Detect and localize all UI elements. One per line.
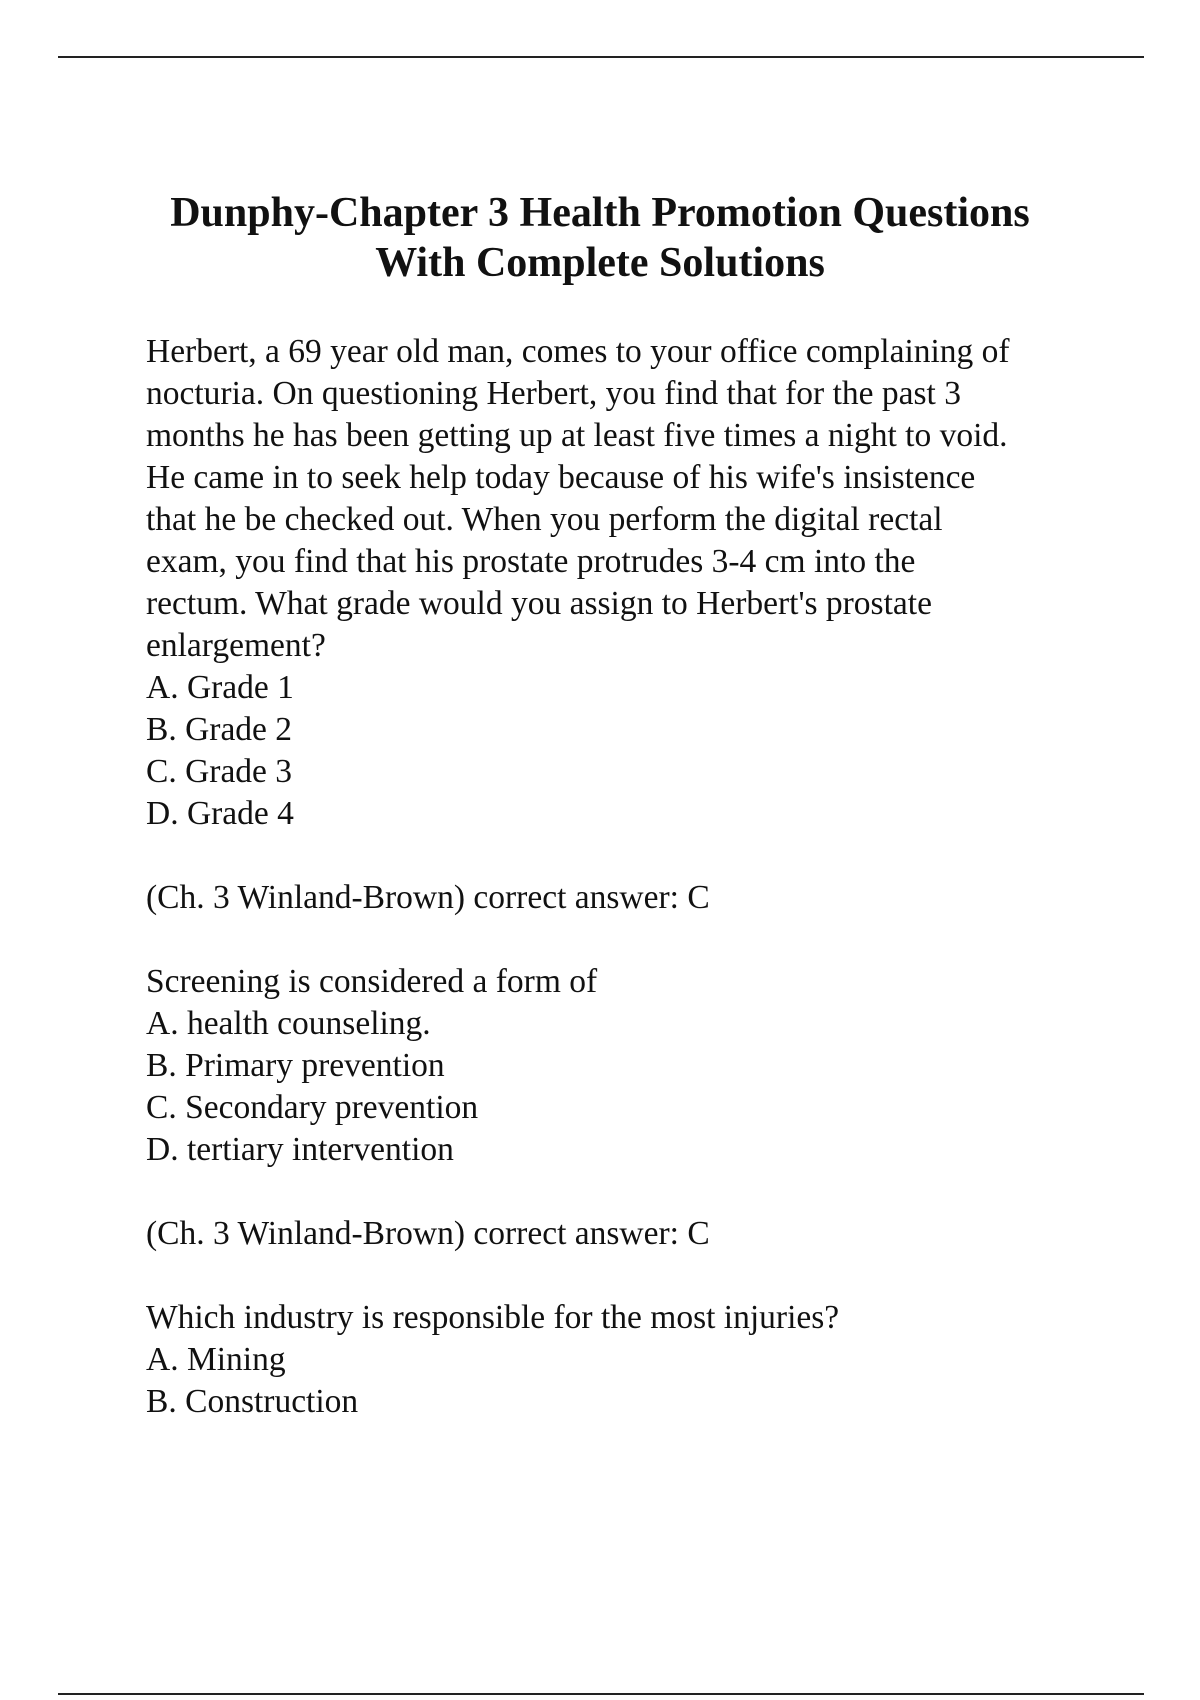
stem-line: He came in to seek help today because of his wife's insistence	[146, 459, 976, 496]
question-1-stem	[146, 331, 1096, 667]
stem-line: Which industry is responsible for the most injuries?	[146, 1299, 840, 1336]
question-3	[146, 1297, 1096, 1423]
bottom-rule	[58, 1693, 1144, 1695]
spacer	[146, 835, 1096, 877]
stem-line: exam, you find that his prostate protrudes 3-4 cm into the	[146, 543, 916, 580]
option-b: B. Grade 2	[146, 711, 293, 748]
title-line-2: With Complete Solutions	[375, 240, 825, 286]
stem-line: nocturia. On questioning Herbert, you find that for the past 3	[146, 375, 961, 412]
question-1	[146, 331, 1096, 919]
spacer	[146, 919, 1096, 961]
answer-line: (Ch. 3 Winland-Brown) correct answer: C	[146, 879, 710, 916]
option-a: A. Grade 1	[146, 669, 294, 706]
option-a: A. Mining	[146, 1341, 286, 1378]
stem-line: Herbert, a 69 year old man, comes to your office complaining of	[146, 333, 1010, 370]
spacer	[146, 1171, 1096, 1213]
document-title	[100, 188, 1100, 288]
option-b: B. Primary prevention	[146, 1047, 445, 1084]
top-rule	[58, 56, 1144, 58]
title-line-1: Dunphy-Chapter 3 Health Promotion Questions	[170, 190, 1030, 236]
question-2	[146, 961, 1096, 1255]
option-b: B. Construction	[146, 1383, 359, 1420]
stem-line: enlargement?	[146, 627, 326, 664]
answer-line: (Ch. 3 Winland-Brown) correct answer: C	[146, 1215, 710, 1252]
stem-line: rectum. What grade would you assign to Herbert's prostate	[146, 585, 932, 622]
option-a: A. health counseling.	[146, 1005, 431, 1042]
document-body	[146, 331, 1096, 1423]
option-d: D. Grade 4	[146, 795, 294, 832]
stem-line: that he be checked out. When you perform the digital rectal	[146, 501, 943, 538]
option-d: D. tertiary intervention	[146, 1131, 454, 1168]
stem-line: Screening is considered a form of	[146, 963, 598, 1000]
spacer	[146, 1255, 1096, 1297]
option-c: C. Grade 3	[146, 753, 293, 790]
stem-line: months he has been getting up at least five times a night to void.	[146, 417, 1008, 454]
option-c: C. Secondary prevention	[146, 1089, 479, 1126]
